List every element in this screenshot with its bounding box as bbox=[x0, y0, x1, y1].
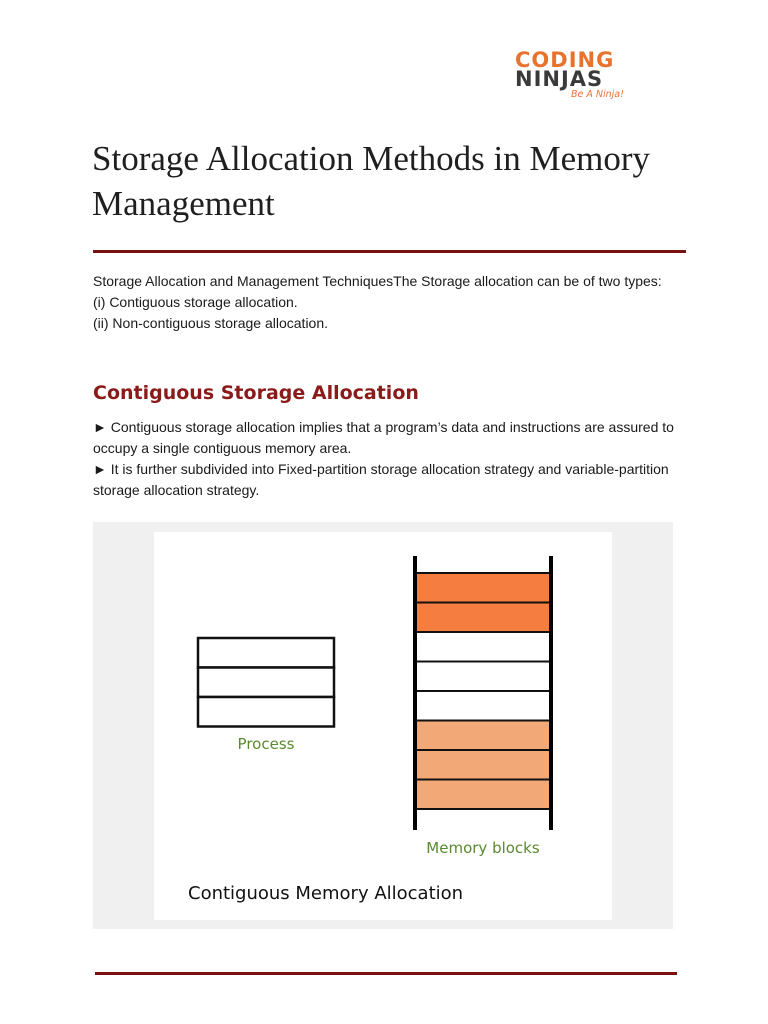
title-divider bbox=[93, 250, 686, 253]
intro-line: (ii) Non-contiguous storage allocation. bbox=[93, 315, 329, 331]
memory-block-filled-light bbox=[415, 780, 551, 810]
memory-block-filled-light bbox=[415, 750, 551, 780]
memory-block-filled-light bbox=[415, 721, 551, 751]
intro-line: (i) Contiguous storage allocation. bbox=[93, 294, 298, 310]
process-label: Process bbox=[237, 735, 295, 753]
memory-block-filled-dark bbox=[415, 573, 551, 603]
contiguous-memory-figure bbox=[154, 532, 612, 920]
page-title: Storage Allocation Methods in Memory Management bbox=[92, 139, 650, 223]
intro-line: Storage Allocation and Management TechniquesThe Storage allocation can be of two types: bbox=[93, 273, 662, 289]
process-stack bbox=[198, 638, 334, 727]
process-block bbox=[198, 638, 334, 668]
logo-tagline: Be A Ninja! bbox=[571, 89, 624, 100]
memory-blocks-label: Memory blocks bbox=[426, 839, 540, 857]
memory-diagram bbox=[154, 532, 612, 920]
intro-paragraph bbox=[93, 271, 683, 334]
figure-container bbox=[93, 522, 673, 929]
logo-word-bottom-text: NINJAS bbox=[515, 67, 604, 91]
process-block bbox=[198, 668, 334, 698]
memory-block-empty bbox=[415, 662, 551, 692]
coding-ninjas-logo bbox=[515, 50, 640, 105]
process-block bbox=[198, 697, 334, 727]
memory-block-empty bbox=[415, 632, 551, 662]
logo-word-bottom bbox=[515, 69, 603, 90]
logo-word-top-text: CODING bbox=[515, 48, 615, 72]
figure-caption: Contiguous Memory Allocation bbox=[188, 883, 464, 904]
section-paragraph bbox=[93, 417, 683, 501]
memory-block-empty bbox=[415, 691, 551, 721]
memory-stack bbox=[415, 573, 551, 809]
footer-divider bbox=[95, 972, 677, 975]
bullet-item: ► Contiguous storage allocation implies that a program’s data and instructions are assured to occupy a single contiguous memory area. bbox=[93, 419, 674, 456]
bullet-item: ► It is further subdivided into Fixed-partition storage allocation strategy and variable-partition storage allocation strategy. bbox=[93, 461, 669, 498]
memory-block-filled-dark bbox=[415, 603, 551, 633]
section-heading: Contiguous Storage Allocation bbox=[93, 382, 419, 404]
